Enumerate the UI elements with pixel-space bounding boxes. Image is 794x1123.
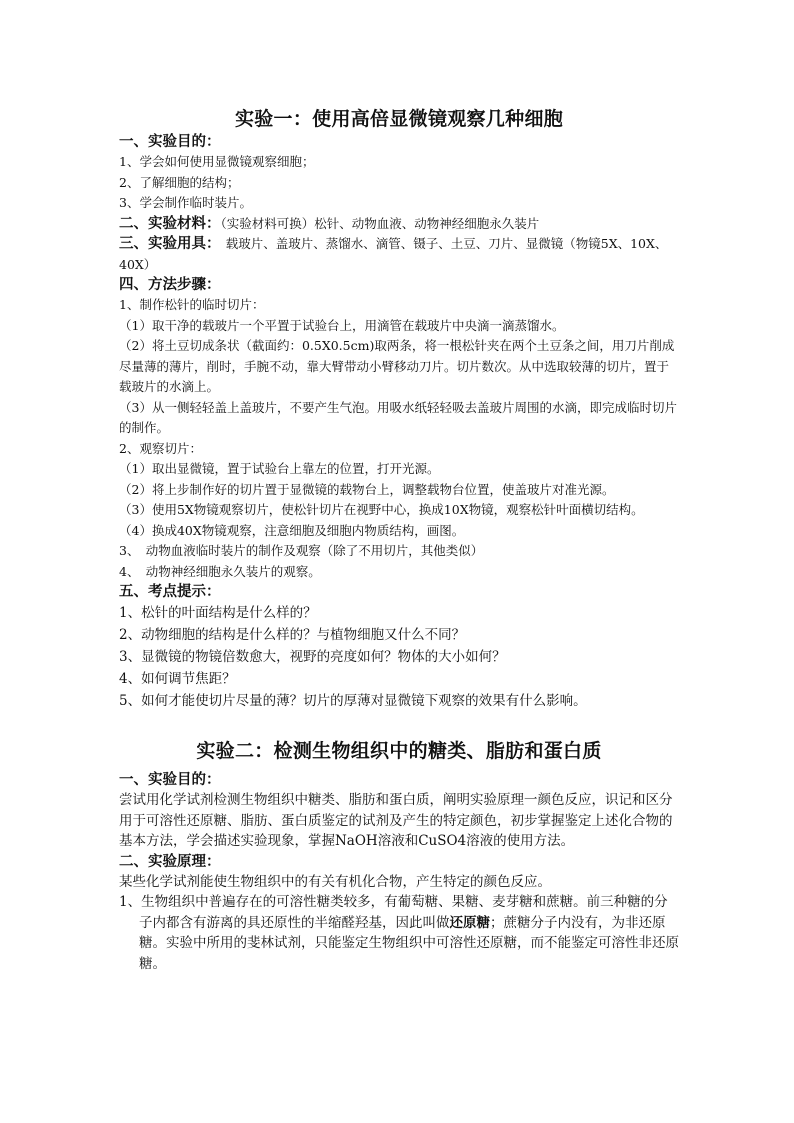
- exp1-step: 2、观察切片：: [119, 440, 202, 456]
- exp1-purpose-item: 1、学会如何使用显微镜观察细胞；: [119, 154, 315, 169]
- exp1-hints-list: [119, 602, 679, 712]
- exp1-step: （1）取干净的载玻片一个平置于试验台上，用滴管在载玻片中央滴一滴蒸馏水。: [119, 317, 565, 333]
- exp1-materials: [119, 214, 679, 235]
- exp1-materials-text: （实验材料可换）松针、动物血液、动物神经细胞永久装片: [220, 215, 540, 231]
- experiment-1-title: 实验一：使用高倍显微镜观察几种细胞: [234, 108, 564, 130]
- exp1-step: （3）使用5X物镜观察切片，使松针切片在视野中心，换成10X物镜，观察松针叶面横切结构。: [119, 502, 644, 517]
- exp1-step: （2）将上步制作好的切片置于显微镜的载物台上，调整载物台位置，使盖玻片对准光源。: [119, 481, 615, 497]
- exp2-purpose-text: 尝试用化学试剂检测生物组织中糖类、脂肪和蛋白质，阐明实验原理一颜色反应，识记和区分用于可溶性还原糖、脂肪、蛋白质鉴定的试剂及产生的特定颜色，初步掌握鉴定上述化合物的基本方法，学会描述实验现象，掌握NaOH溶液和CuSO4溶液的使用方法。: [119, 792, 673, 849]
- exp1-hint: 3、显微镜的物镜倍数愈大，视野的亮度如何？物体的大小如何？: [119, 649, 506, 665]
- document-page: [119, 100, 679, 974]
- exp2-principle-text-a: 1、生物组织中普遍存在的可溶性糖类较多，有葡萄糖、果糖、麦芽糖和蔗糖。前三种糖的分子内都含有游离的具还原性的半缩醛羟基，因此叫做: [119, 894, 668, 931]
- exp1-tools: [119, 234, 679, 275]
- exp1-step: （2）将土豆切成条状（截面约：0.5X0.5cm)取两条，将一根松针夹在两个土豆条之间，用刀片削成尽量薄的薄片，削时，手腕不动，靠大臂带动小臂移动刀片。切片数次。从中选取较薄的切片，置于载玻片的水滴上。: [119, 338, 675, 394]
- exp1-step: （1）取出显微镜，置于试验台上靠左的位置，打开光源。: [119, 461, 440, 476]
- exp1-purpose-item: 3、学会制作临时装片。: [119, 195, 252, 210]
- exp1-hint: 1、松针的叶面结构是什么样的？: [119, 605, 317, 621]
- exp1-purpose-heading: 一、实验目的：: [119, 133, 221, 150]
- exp2-principle-text-b: ；蔗糖分子内没有，为非还原糖。实验中所用的斐林试剂，只能鉴定生物组织中可溶性还原糖，而不能鉴定可溶性非还原糖。: [139, 914, 679, 972]
- exp2-principle-intro: 某些化学试剂能使生物组织中的有关有机化合物，产生特定的颜色反应。: [119, 873, 551, 890]
- exp1-step: 1、制作松针的临时切片：: [119, 297, 265, 312]
- exp2-principle-heading: 二、实验原理：: [119, 852, 221, 870]
- exp1-hint: 5、如何才能使切片尽量的薄？切片的厚薄对显微镜下观察的效果有什么影响。: [119, 693, 587, 709]
- exp1-step: 4、 动物神经细胞永久装片的观察。: [119, 563, 321, 579]
- exp1-step: （3）从一侧轻轻盖上盖玻片，不要产生气泡。用吸水纸轻轻吸去盖玻片周围的水滴，即完成临时切片的制作。: [119, 399, 677, 435]
- exp1-hint: 4、如何调节焦距？: [119, 671, 236, 687]
- exp1-purpose-item: 2、了解细胞的结构；: [119, 174, 240, 190]
- exp1-step: 3、 动物血液临时装片的制作及观察（除了不用切片，其他类似）: [119, 543, 484, 558]
- exp2-principle-item: [119, 892, 679, 974]
- exp2-principle-bold: 还原糖: [449, 914, 490, 931]
- exp1-materials-heading: 二、实验材料：: [119, 214, 221, 232]
- exp1-hint: 2、动物细胞的结构是什么样的？与植物细胞又什么不同？: [119, 627, 466, 643]
- exp1-step: （4）换成40X物镜观察，注意细胞及细胞内物质结构，画图。: [119, 522, 465, 538]
- exp1-tools-heading: 三、实验用具：: [119, 235, 214, 252]
- experiment-2-title: 实验二：检测生物组织中的糖类、脂肪和蛋白质: [196, 740, 602, 762]
- exp1-hints-heading: 五、考点提示：: [119, 583, 221, 600]
- exp2-purpose-heading: 一、实验目的：: [119, 771, 221, 788]
- exp1-tools-text: 载玻片、盖玻片、蒸馏水、滴管、镊子、土豆、刀片、显微镜（物镜5X、10X、40X）: [119, 236, 668, 272]
- exp1-steps-heading: 四、方法步骤：: [119, 276, 221, 293]
